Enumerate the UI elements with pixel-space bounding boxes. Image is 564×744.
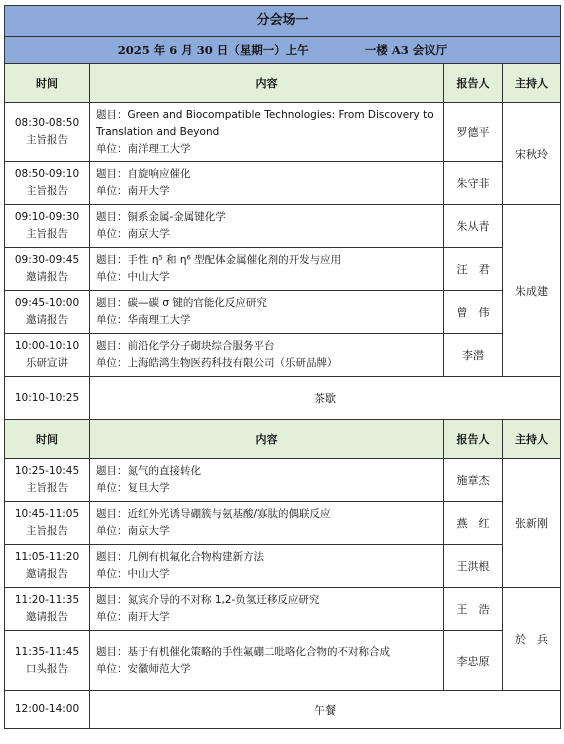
talk-type: 邀请报告	[26, 271, 68, 283]
host-cell: 宋秋玲	[503, 103, 561, 205]
speaker-cell: 朱守非	[444, 162, 503, 205]
speaker-cell: 王洪根	[444, 545, 503, 588]
time-cell	[5, 459, 90, 502]
talk-title: 题目：自旋响应催化	[96, 168, 191, 180]
talk-unit: 单位：南京大学	[96, 228, 170, 240]
content-cell	[90, 502, 444, 545]
host-cell: 朱成建	[503, 205, 561, 377]
break-time: 12:00-14:00	[5, 691, 90, 729]
table-header	[5, 420, 561, 459]
talk-title: 题目：氮宾介导的不对称 1,2-负氢迁移反应研究	[96, 594, 320, 606]
table-row	[5, 291, 561, 334]
host-cell: 於 兵	[503, 588, 561, 691]
table-row	[5, 631, 561, 691]
table-row	[5, 502, 561, 545]
talk-unit: 单位：安徽师范大学	[96, 662, 191, 675]
table-row	[5, 248, 561, 291]
schedule	[4, 5, 560, 729]
break-label: 午餐	[90, 691, 561, 729]
content-cell	[90, 291, 444, 334]
schedule-table	[4, 5, 561, 729]
talk-unit: 单位：南开大学	[96, 611, 170, 623]
time-cell	[5, 545, 90, 588]
speaker-cell: 王 浩	[444, 588, 503, 631]
content-cell	[90, 631, 444, 691]
table-row	[5, 162, 561, 205]
speaker-cell: 李忠原	[444, 631, 503, 691]
time-cell	[5, 334, 90, 377]
time-range: 10:00-10:10	[14, 340, 80, 352]
session-info	[5, 37, 561, 64]
time-range: 09:30-09:45	[14, 254, 80, 266]
talk-type: 主旨报告	[26, 185, 68, 197]
talk-type: 邀请报告	[26, 314, 68, 326]
talk-unit: 单位：南开大学	[96, 185, 170, 197]
content-cell	[90, 545, 444, 588]
break-row	[5, 691, 561, 729]
content-cell	[90, 459, 444, 502]
time-cell	[5, 103, 90, 162]
talk-type: 主旨报告	[26, 525, 68, 537]
speaker-cell: 施章杰	[444, 459, 503, 502]
header-time: 时间	[5, 420, 90, 459]
talk-unit: 单位：中山大学	[96, 271, 170, 283]
content-cell	[90, 588, 444, 631]
header-speaker: 报告人	[444, 420, 503, 459]
table-row	[5, 545, 561, 588]
talk-unit: 单位：上海皓鸿生物医药科技有限公司（乐研品牌）	[96, 357, 338, 369]
talk-title: 题目：手性 η⁵ 和 η⁶ 型配体金属催化剂的开发与应用	[96, 254, 342, 266]
talk-unit: 单位：复旦大学	[96, 482, 170, 494]
header-time: 时间	[5, 64, 90, 103]
time-cell	[5, 502, 90, 545]
time-cell	[5, 162, 90, 205]
speaker-cell: 李潜	[444, 334, 503, 377]
talk-type: 主旨报告	[26, 482, 68, 494]
content-cell	[90, 162, 444, 205]
content-cell	[90, 248, 444, 291]
talk-unit: 单位：南京大学	[96, 525, 170, 537]
session-venue: 一楼 A3 会议厅	[364, 43, 448, 57]
talk-title: 题目：近红外光诱导硼簇与氨基酸/寡肽的偶联反应	[96, 508, 331, 520]
speaker-cell: 汪 君	[444, 248, 503, 291]
time-range: 08:30-08:50	[14, 117, 80, 129]
talk-title: 题目：基于有机催化策略的手性氟硼二吡咯化合物的不对称合成	[96, 645, 390, 658]
talk-type: 主旨报告	[26, 228, 68, 240]
talk-unit: 单位：南洋理工大学	[96, 142, 191, 155]
time-range: 09:45-10:00	[14, 297, 80, 309]
talk-title: 题目：几例有机氟化合物构建新方法	[96, 551, 264, 563]
table-row	[5, 205, 561, 248]
talk-type: 主旨报告	[26, 134, 68, 146]
time-range: 11:35-11:45	[14, 645, 80, 658]
time-cell	[5, 205, 90, 248]
time-range: 09:10-09:30	[14, 211, 80, 223]
session-date: 2025 年 6 月 30 日（星期一）上午	[117, 43, 309, 57]
talk-unit: 单位：中山大学	[96, 568, 170, 580]
talk-title: 题目：铜系金属-金属键化学	[96, 211, 226, 223]
talk-title: 题目：氮气的直接转化	[96, 465, 201, 477]
time-range: 08:50-09:10	[14, 168, 80, 180]
speaker-cell: 朱从青	[444, 205, 503, 248]
talk-type: 口头报告	[26, 662, 68, 675]
header-host: 主持人	[503, 420, 561, 459]
content-cell	[90, 334, 444, 377]
talk-title: 题目：前沿化学分子砌块综合服务平台	[96, 340, 275, 352]
table-row	[5, 459, 561, 502]
talk-type: 邀请报告	[26, 611, 68, 623]
content-cell	[90, 205, 444, 248]
table-row	[5, 334, 561, 377]
speaker-cell: 罗德平	[444, 103, 503, 162]
talk-unit: 单位：华南理工大学	[96, 314, 191, 326]
break-label: 茶歇	[90, 377, 561, 420]
table-row	[5, 588, 561, 631]
time-range: 11:05-11:20	[14, 551, 80, 563]
talk-title: 题目：碳—碳 σ 键的官能化反应研究	[96, 297, 267, 309]
time-range: 10:45-11:05	[14, 508, 80, 520]
time-range: 10:25-10:45	[14, 465, 80, 477]
table-header	[5, 64, 561, 103]
session-title: 分会场一	[5, 6, 561, 37]
time-range: 11:20-11:35	[14, 594, 80, 606]
time-cell	[5, 291, 90, 334]
table-row	[5, 103, 561, 162]
header-speaker: 报告人	[444, 64, 503, 103]
break-time: 10:10-10:25	[5, 377, 90, 420]
header-content: 内容	[90, 420, 444, 459]
content-cell	[90, 103, 444, 162]
break-row	[5, 377, 561, 420]
header-host: 主持人	[503, 64, 561, 103]
header-content: 内容	[90, 64, 444, 103]
time-cell	[5, 631, 90, 691]
host-cell: 张新刚	[503, 459, 561, 588]
speaker-cell: 燕 红	[444, 502, 503, 545]
speaker-cell: 曾 伟	[444, 291, 503, 334]
talk-title: 题目：Green and Biocompatible Technologies: From Discovery to Translation and Beyond	[96, 108, 434, 138]
time-cell	[5, 248, 90, 291]
time-cell	[5, 588, 90, 631]
talk-type: 乐研宣讲	[26, 357, 68, 369]
talk-type: 邀请报告	[26, 568, 68, 580]
